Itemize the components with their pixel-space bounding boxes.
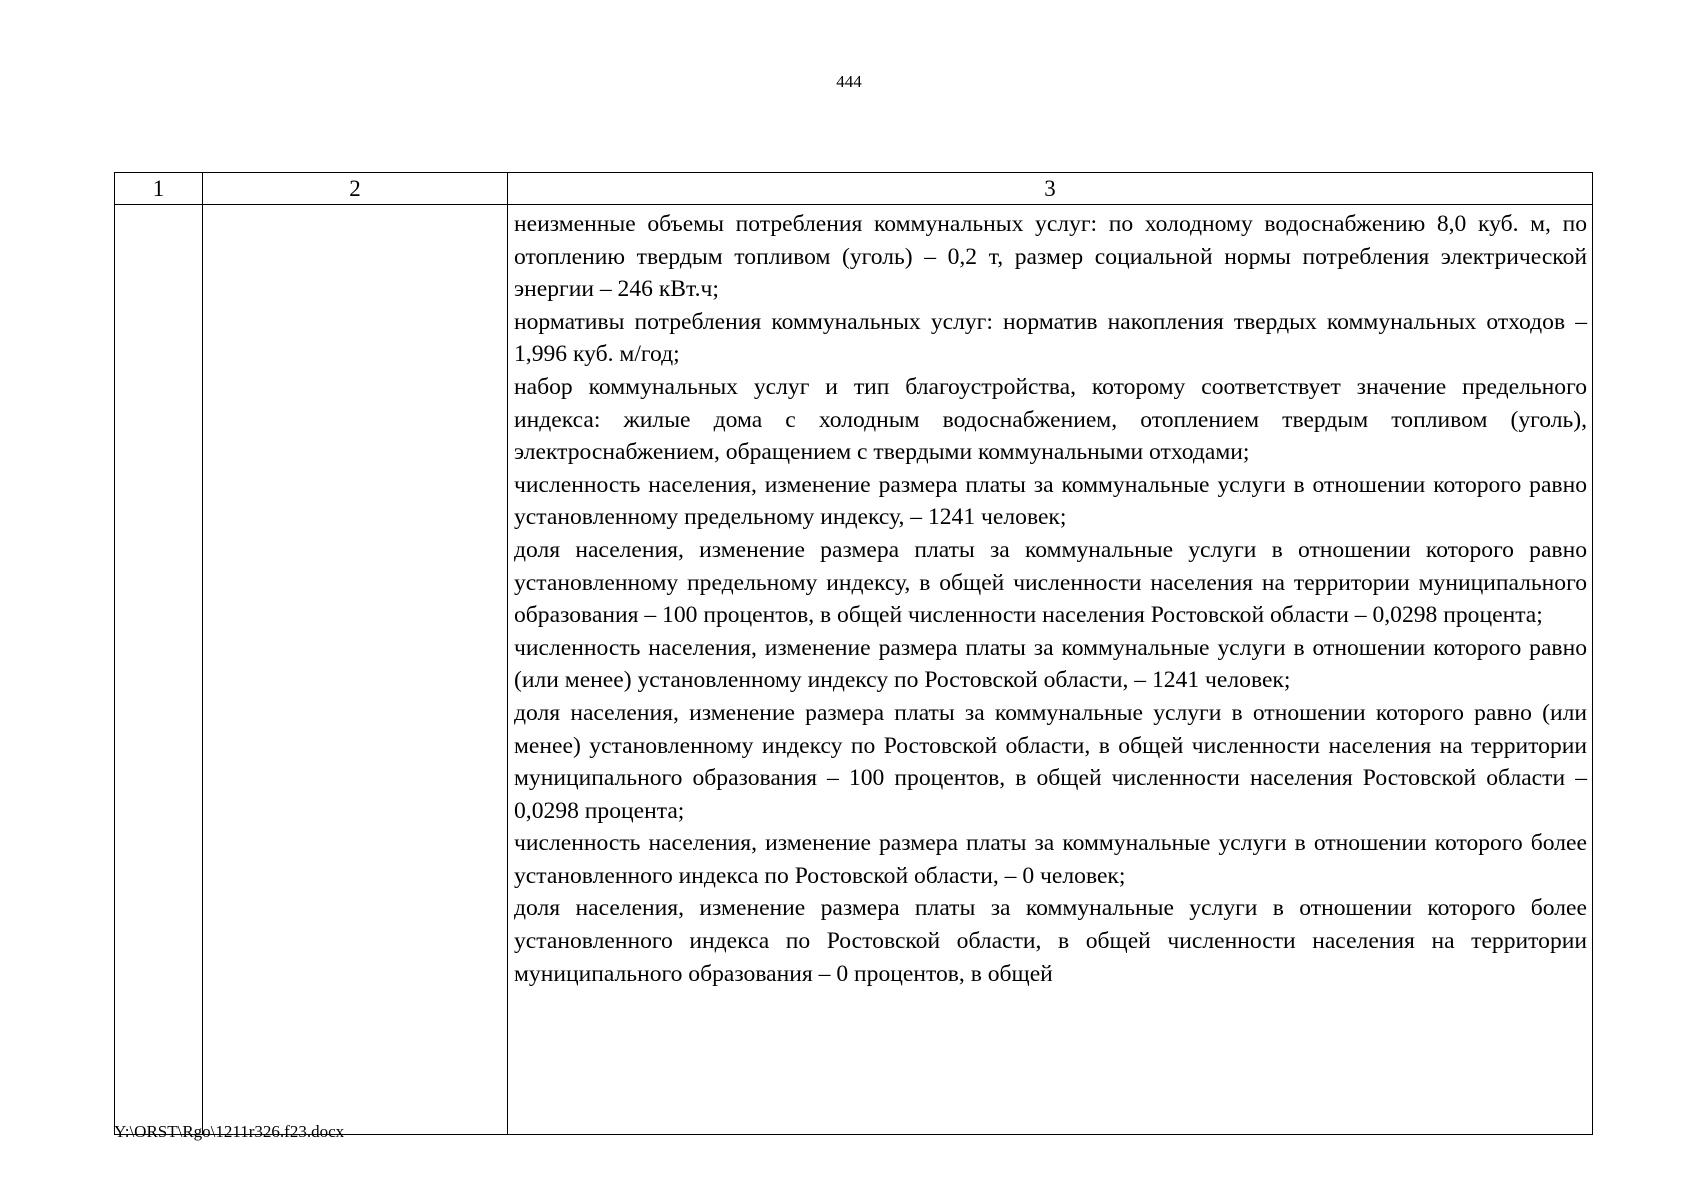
page-number: 444: [836, 72, 862, 91]
paragraph: набор коммунальных услуг и тип благоустройства, которому соответствует значение предельного индекса: жилые дома с холодным водоснабжением, отоплением твердым топливом (уголь), электроснабжением, обращением с твердыми коммунальными отходами;: [514, 373, 1587, 466]
table-header-row: [115, 173, 1593, 205]
paragraph: доля населения, изменение размера платы за коммунальные услуги в отношении которого более установленного индекса по Ростовской области, в общей численности населения на территории муниципального образования – 0 процентов, в общей: [514, 895, 1587, 987]
paragraph: неизменные объемы потребления коммунальных услуг: по холодному водоснабжению 8,0 куб. м, по отоплению твердым топливом (уголь) – 0,2 т, размер социальной нормы потребления электрической энергии – 246 кВт.ч;: [514, 211, 1587, 303]
paragraph: доля населения, изменение размера платы за коммунальные услуги в отношении которого равно установленному предельному индексу, в общей численности населения на территории муниципального образования – 100 процентов, в общей численности населения Ростовской области – 0,0298 процента;: [514, 536, 1587, 629]
paragraph: численность населения, изменение размера платы за коммунальные услуги в отношении которого более установленного индекса по Ростовской области, – 0 человек;: [514, 830, 1587, 889]
column-header-1: 1: [115, 173, 203, 205]
column-header-2: 2: [203, 173, 508, 205]
cell-col1: [115, 205, 203, 1135]
cell-col2: [203, 205, 508, 1135]
data-table: [114, 172, 1593, 1135]
column-header-3: 3: [508, 173, 1593, 205]
footer-file-path: Y:\ORST\Rgo\1211r326.f23.docx: [114, 1122, 345, 1141]
cell-col3: [508, 205, 1593, 1135]
paragraph: нормативы потребления коммунальных услуг: норматив накопления твердых коммунальных отходов – 1,996 куб. м/год;: [514, 308, 1587, 368]
paragraph: доля населения, изменение размера платы за коммунальные услуги в отношении которого равно (или менее) установленному индексу по Ростовской области, в общей численности населения на территории муниципального образования – 100 процентов, в общей численности населения Ростовской области – 0,0298 процента;: [514, 699, 1587, 824]
paragraph: численность населения, изменение размера платы за коммунальные услуги в отношении которого равно (или менее) установленному индексу по Ростовской области, – 1241 человек;: [514, 634, 1587, 694]
paragraph: численность населения, изменение размера платы за коммунальные услуги в отношении которого равно установленному предельному индексу, – 1241 человек;: [514, 471, 1587, 531]
table-row: [115, 205, 1593, 1135]
